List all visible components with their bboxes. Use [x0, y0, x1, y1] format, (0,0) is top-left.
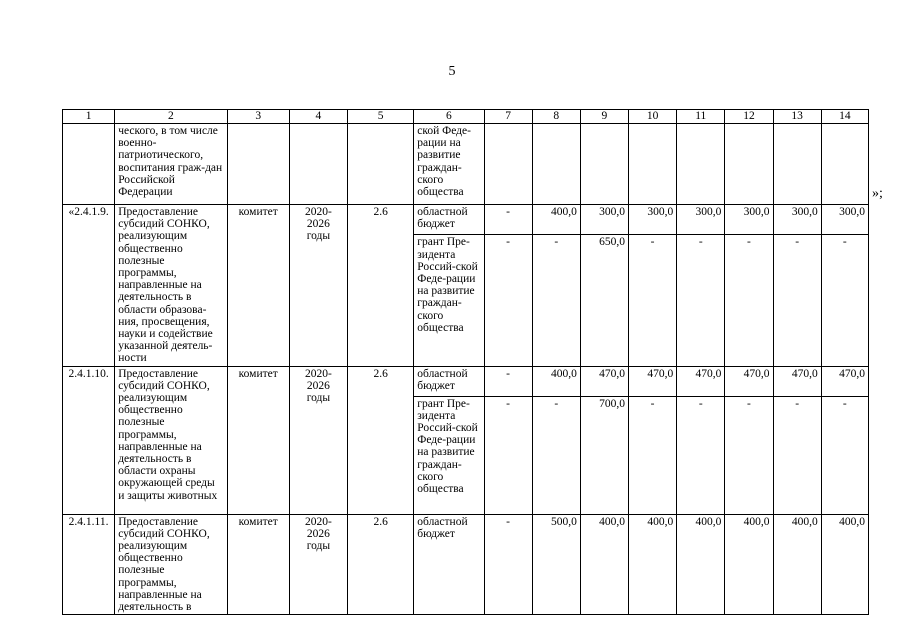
closing-quote-mark: »; — [872, 186, 883, 201]
col-header: 9 — [580, 110, 628, 124]
col-header: 11 — [677, 110, 725, 124]
value-cell: - — [677, 235, 725, 366]
value-cell: 470,0 — [821, 366, 868, 396]
col-header: 6 — [414, 110, 484, 124]
row-period: 2020-2026 годы — [289, 514, 347, 615]
value-cell: 500,0 — [532, 514, 580, 615]
value-cell: 470,0 — [629, 366, 677, 396]
col-header: 4 — [289, 110, 347, 124]
value-cell: - — [532, 235, 580, 366]
col-header: 3 — [227, 110, 289, 124]
value-cell: - — [629, 396, 677, 514]
table-row — [63, 366, 869, 396]
value-cell: 300,0 — [725, 205, 773, 235]
row-source: областной бюджет — [414, 205, 484, 235]
value-cell: - — [773, 396, 821, 514]
row-indicator: 2.6 — [348, 514, 414, 615]
row-executor: комитет — [227, 514, 289, 615]
value-cell: - — [532, 396, 580, 514]
continued-name: ческого, в том числе военно-патриотического, воспитания граж-дан Российской Федерации — [115, 124, 227, 205]
col-header: 8 — [532, 110, 580, 124]
value-cell: 400,0 — [677, 514, 725, 615]
row-source: областной бюджет — [414, 514, 484, 615]
row-indicator: 2.6 — [348, 205, 414, 367]
table-row — [63, 514, 869, 615]
value-cell: 300,0 — [677, 205, 725, 235]
col-header: 13 — [773, 110, 821, 124]
value-cell: 400,0 — [821, 514, 868, 615]
value-cell: - — [484, 396, 532, 514]
value-cell: 400,0 — [580, 514, 628, 615]
value-cell: 470,0 — [725, 366, 773, 396]
table-row — [63, 205, 869, 235]
page-number: 5 — [448, 64, 456, 79]
row-source: грант Пре-зидента Россий-ской Феде-рации на развитие граждан-ского общества — [414, 396, 484, 514]
col-header: 1 — [63, 110, 115, 124]
value-cell: - — [821, 235, 868, 366]
row-name: Предоставление субсидий СОНКО, реализующим общественно полезные программы, направленные на деятельность в области образова-ния, просвещения, науки и содействие указанной деятель-ности — [115, 205, 227, 367]
row-code: 2.4.1.10. — [63, 366, 115, 514]
row-code: 2.4.1.11. — [63, 514, 115, 615]
value-cell: 470,0 — [773, 366, 821, 396]
value-cell: 300,0 — [580, 205, 628, 235]
value-cell: 700,0 — [580, 396, 628, 514]
col-header: 5 — [348, 110, 414, 124]
value-cell: 400,0 — [725, 514, 773, 615]
budget-table — [62, 109, 869, 615]
value-cell: - — [484, 366, 532, 396]
col-header: 2 — [115, 110, 227, 124]
value-cell: - — [821, 396, 868, 514]
value-cell: 300,0 — [773, 205, 821, 235]
continued-source: ской Феде-рации на развитие граждан-ского общества — [414, 124, 484, 205]
row-period: 2020-2026 годы — [289, 205, 347, 367]
value-cell: 650,0 — [580, 235, 628, 366]
value-cell: - — [484, 514, 532, 615]
value-cell: - — [725, 235, 773, 366]
value-cell: 400,0 — [629, 514, 677, 615]
col-header: 14 — [821, 110, 868, 124]
continued-row — [63, 124, 869, 205]
row-executor: комитет — [227, 366, 289, 514]
value-cell: - — [484, 205, 532, 235]
col-header: 7 — [484, 110, 532, 124]
value-cell: 470,0 — [677, 366, 725, 396]
row-indicator: 2.6 — [348, 366, 414, 514]
row-period: 2020-2026 годы — [289, 366, 347, 514]
row-name: Предоставление субсидий СОНКО, реализующим общественно полезные программы, направленные на деятельность в — [115, 514, 227, 615]
value-cell: 400,0 — [532, 366, 580, 396]
value-cell: 300,0 — [821, 205, 868, 235]
value-cell: - — [725, 396, 773, 514]
value-cell: - — [677, 396, 725, 514]
row-source: областной бюджет — [414, 366, 484, 396]
col-header: 12 — [725, 110, 773, 124]
column-number-row — [63, 110, 869, 124]
value-cell: 400,0 — [773, 514, 821, 615]
row-name: Предоставление субсидий СОНКО, реализующим общественно полезные программы, направленные на деятельность в области охраны окружающей среды и защиты животных — [115, 366, 227, 514]
value-cell: - — [484, 235, 532, 366]
row-source: грант Пре-зидента Россий-ской Феде-рации на развитие граждан-ского общества — [414, 235, 484, 366]
value-cell: 470,0 — [580, 366, 628, 396]
value-cell: 400,0 — [532, 205, 580, 235]
value-cell: - — [773, 235, 821, 366]
row-code: «2.4.1.9. — [63, 205, 115, 367]
col-header: 10 — [629, 110, 677, 124]
value-cell: - — [629, 235, 677, 366]
value-cell: 300,0 — [629, 205, 677, 235]
row-executor: комитет — [227, 205, 289, 367]
